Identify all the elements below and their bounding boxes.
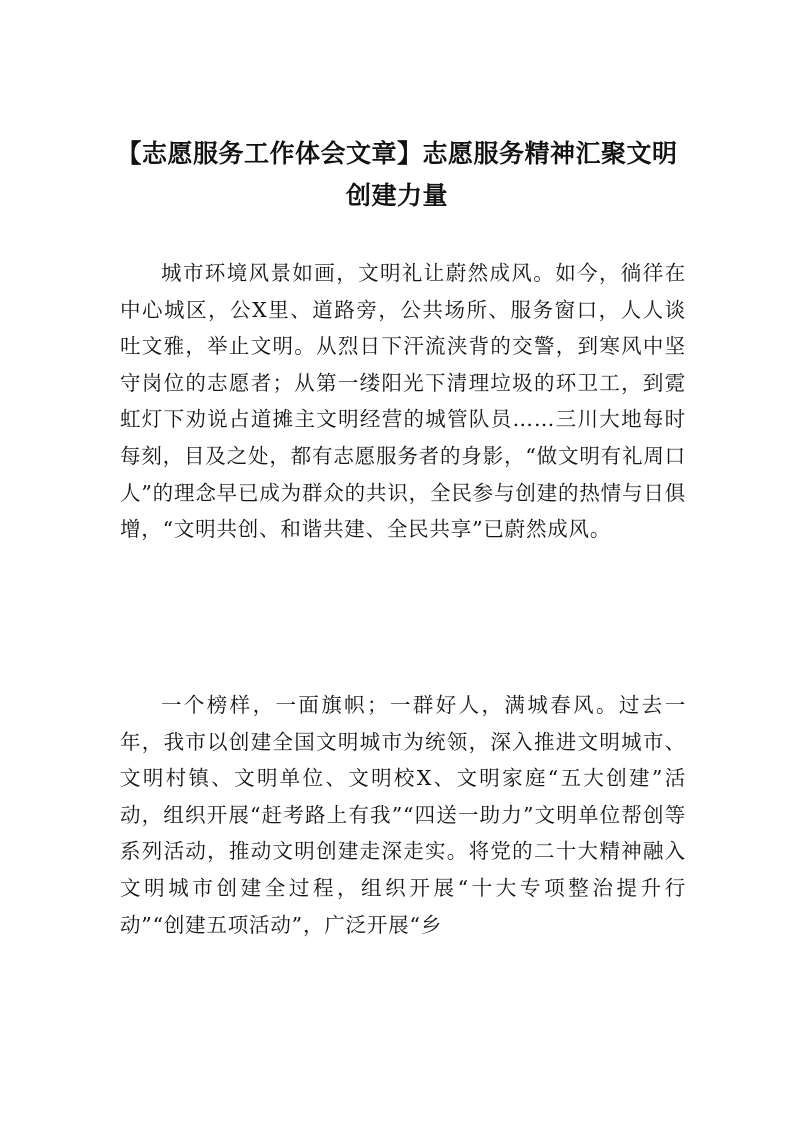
body-paragraph-2: 一个榜样，一面旗帜；一群好人，满城春风。过去一年，我市以创建全国文明城市为统领，深入推进文明城市、文明村镇、文明单位、文明校X、文明家庭“五大创建”活动，组织开展“赶考路上有我”“四送一助力”文明单位帮创等系列活动，推动文明创建走深走实。将党的二十大精神融入文明城市创建全过程，组织开展“十大专项整治提升行动”“创建五项活动”，广泛开展“乡 — [120, 693, 686, 937]
document-title: 【志愿服务工作体会文章】志愿服务精神汇聚文明创建力量 — [116, 139, 678, 210]
body-paragraph-1: 城市环境风景如画，文明礼让蔚然成风。如今，徜徉在中心城区，公X里、道路旁，公共场所、服务窗口，人人谈吐文雅，举止文明。从烈日下汗流浃背的交警，到寒风中坚守岗位的志愿者；从第一缕阳光下清理垃圾的环卫工，到霓虹灯下劝说占道摊主文明经营的城管队员……三川大地每时每刻，目及之处，都有志愿服务者的身影，“做文明有礼周口人”的理念早已成为群众的共识，全民参与创建的热情与日俱增，“文明共创、和谐共建、全民共享”已蔚然成风。 — [120, 261, 686, 542]
